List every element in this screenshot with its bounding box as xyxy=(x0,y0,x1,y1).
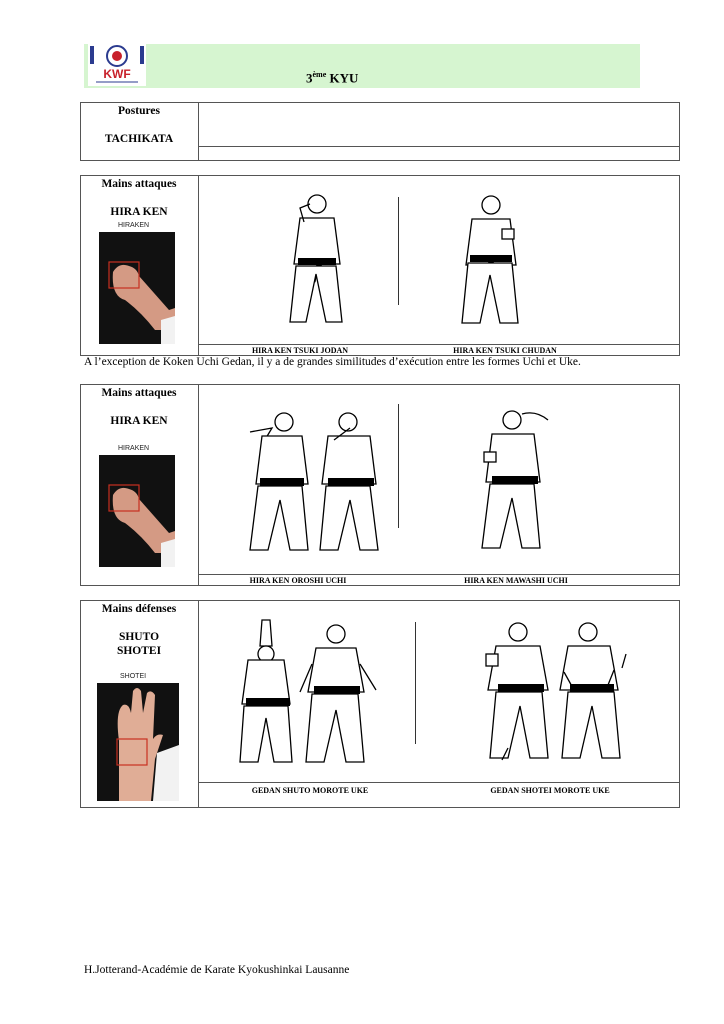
caption-hiraken-tsuki-chudan: HIRA KEN TSUKI CHUDAN xyxy=(453,346,557,355)
postures-label: Postures xyxy=(118,105,160,117)
gedan-shuto-figure-2 xyxy=(296,624,380,768)
figure-separator-3 xyxy=(415,622,416,744)
hiraken-tsuki-caption-line xyxy=(198,344,680,345)
footer-text: H.Jotterand-Académie de Karate Kyokushinkai Lausanne xyxy=(84,964,350,976)
kwf-logo xyxy=(88,42,146,86)
figure-separator xyxy=(398,197,399,305)
hira-ken-label: HIRA KEN xyxy=(110,206,168,218)
caption-hiraken-mawashi-uchi: HIRA KEN MAWASHI UCHI xyxy=(464,576,568,585)
hiraken-tsuki-chudan-figure xyxy=(456,193,526,331)
hiraken-tsuki-divider xyxy=(198,175,199,356)
mains-attaques-label: Mains attaques xyxy=(101,178,177,190)
hiraken-uchi-caption-line xyxy=(198,574,680,575)
defenses-divider xyxy=(198,600,199,808)
shuto-label: SHUTO xyxy=(118,631,160,643)
hiraken-uchi-divider xyxy=(198,384,199,586)
hiraken-hand-photo xyxy=(99,232,175,344)
defenses-caption-line xyxy=(198,782,680,783)
hiraken-mawashi-uchi-figure xyxy=(476,404,556,556)
mains-attaques-label-2: Mains attaques xyxy=(101,387,177,399)
hiraken-hand-photo-2 xyxy=(99,455,175,567)
hiraken-photo-label: HIRAKEN xyxy=(118,222,150,229)
shotei-label: SHOTEI xyxy=(116,645,162,657)
postures-row-line xyxy=(198,146,680,147)
caption-hiraken-oroshi-uchi: HIRA KEN OROSHI UCHI xyxy=(249,576,347,585)
note-text: A l’exception de Koken Uchi Gedan, il y a de grandes similitudes d’exécution entre les formes Uchi et Uke. xyxy=(84,356,581,368)
postures-divider xyxy=(198,102,199,161)
caption-hiraken-tsuki-jodan: HIRA KEN TSUKI JODAN xyxy=(251,346,349,355)
hiraken-oroshi-uchi-figure-2 xyxy=(314,406,384,558)
gedan-shotei-figure-2 xyxy=(556,620,634,768)
page-title: 3ème KYU xyxy=(306,70,359,86)
caption-gedan-shuto-morote-uke: GEDAN SHUTO MOROTE UKE xyxy=(251,786,369,795)
shotei-photo-label: SHOTEI xyxy=(120,673,147,680)
mains-defenses-label: Mains défenses xyxy=(101,603,177,615)
shotei-hand-photo xyxy=(97,683,179,801)
svg-text:KWF: KWF xyxy=(103,67,131,81)
hiraken-photo-label-2: HIRAKEN xyxy=(118,445,150,452)
gedan-shuto-figure-1 xyxy=(238,618,300,768)
tachikata-label: TACHIKATA xyxy=(104,133,174,145)
hiraken-tsuki-jodan-figure xyxy=(282,192,352,330)
gedan-shotei-figure-1 xyxy=(482,620,560,768)
hira-ken-label-2: HIRA KEN xyxy=(110,415,168,427)
header-band xyxy=(84,44,640,88)
hiraken-oroshi-uchi-figure-1 xyxy=(244,406,314,558)
caption-gedan-shotei-morote-uke: GEDAN SHOTEI MOROTE UKE xyxy=(490,786,610,795)
figure-separator-2 xyxy=(398,404,399,528)
